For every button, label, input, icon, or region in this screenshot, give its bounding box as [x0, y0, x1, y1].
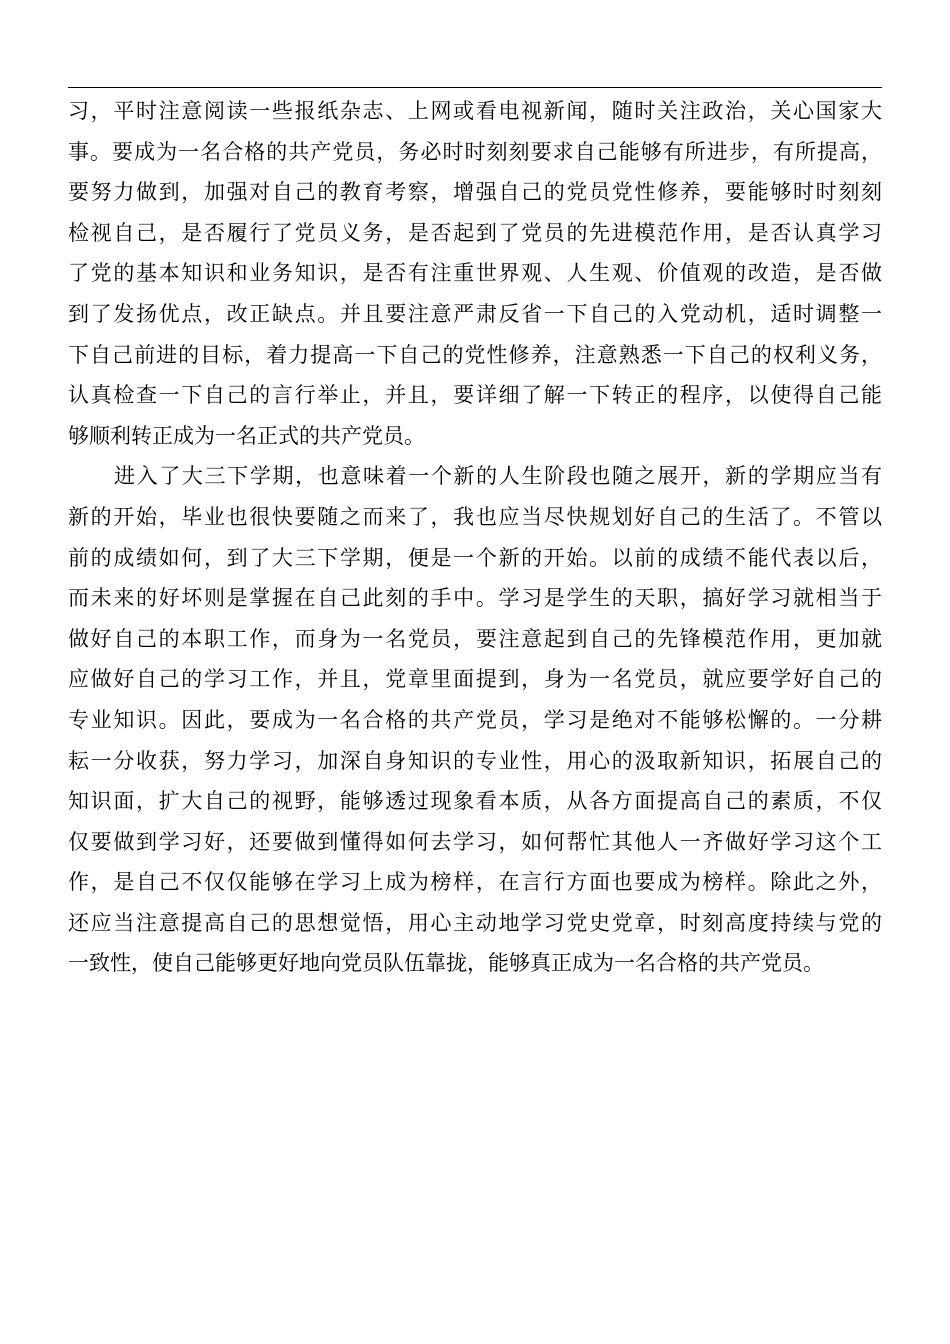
- text-line: 新的开始，毕业也很快要随之而来了，我也应当尽快规划好自己的生活了。不管以: [68, 504, 882, 529]
- text-line: 习，平时注意阅读一些报纸杂志、上网或看电视新闻，随时关注政治，关心国家大: [68, 99, 882, 123]
- text-line: 检视自己，是否履行了党员义务，是否起到了党员的先进模范作用，是否认真学习: [68, 220, 882, 245]
- text-line: 够顺利转正成为一名正式的共产党员。: [68, 423, 425, 448]
- header-rule: [68, 87, 882, 88]
- paragraph-2: [68, 456, 882, 984]
- text-line: 下自己前进的目标，着力提高一下自己的党性修养，注意熟悉一下自己的权利义务，: [68, 342, 882, 367]
- text-line: 作，是自己不仅仅能够在学习上成为榜样，在言行方面也要成为榜样。除此之外，: [68, 870, 882, 895]
- text-line: 耘一分收获，努力学习，加深自身知识的专业性，用心的汲取新知识，拓展自己的: [68, 748, 882, 773]
- text-line: 做好自己的本职工作，而身为一名党员，要注意起到自己的先锋模范作用，更加就: [68, 626, 882, 651]
- document-body: [68, 91, 882, 984]
- text-line: 专业知识。因此，要成为一名合格的共产党员，学习是绝对不能够松懈的。一分耕: [68, 707, 882, 732]
- text-line: 而未来的好坏则是掌握在自己此刻的手中。学习是学生的天职，搞好学习就相当于: [68, 586, 882, 611]
- text-line: 一致性，使自己能够更好地向党员队伍靠拢，能够真正成为一名合格的共产党员。: [68, 951, 824, 976]
- text-line: 应做好自己的学习工作，并且，党章里面提到，身为一名党员，就应要学好自己的: [68, 667, 882, 692]
- text-line: 了党的基本知识和业务知识，是否有注重世界观、人生观、价值观的改造，是否做: [68, 261, 882, 286]
- text-line: 仅要做到学习好，还要做到懂得如何去学习，如何帮忙其他人一齐做好学习这个工: [68, 829, 882, 854]
- text-line: 事。要成为一名合格的共产党员，务必时时刻刻要求自己能够有所进步，有所提高，: [68, 139, 882, 164]
- text-line: 认真检查一下自己的言行举止，并且，要详细了解一下转正的程序，以使得自己能: [68, 383, 882, 408]
- text-line: 要努力做到，加强对自己的教育考察，增强自己的党员党性修养，要能够时时刻刻: [68, 180, 882, 205]
- text-line: 进入了大三下学期，也意味着一个新的人生阶段也随之展开，新的学期应当有: [114, 464, 882, 489]
- paragraph-1: [68, 91, 882, 456]
- text-line: 还应当注意提高自己的思想觉悟，用心主动地学习党史党章，时刻高度持续与党的: [68, 910, 882, 935]
- text-line: 前的成绩如何，到了大三下学期，便是一个新的开始。以前的成绩不能代表以后，: [68, 545, 882, 570]
- text-line: 知识面，扩大自己的视野，能够透过现象看本质，从各方面提高自己的素质，不仅: [68, 789, 882, 814]
- text-line: 到了发扬优点，改正缺点。并且要注意严肃反省一下自己的入党动机，适时调整一: [68, 301, 882, 326]
